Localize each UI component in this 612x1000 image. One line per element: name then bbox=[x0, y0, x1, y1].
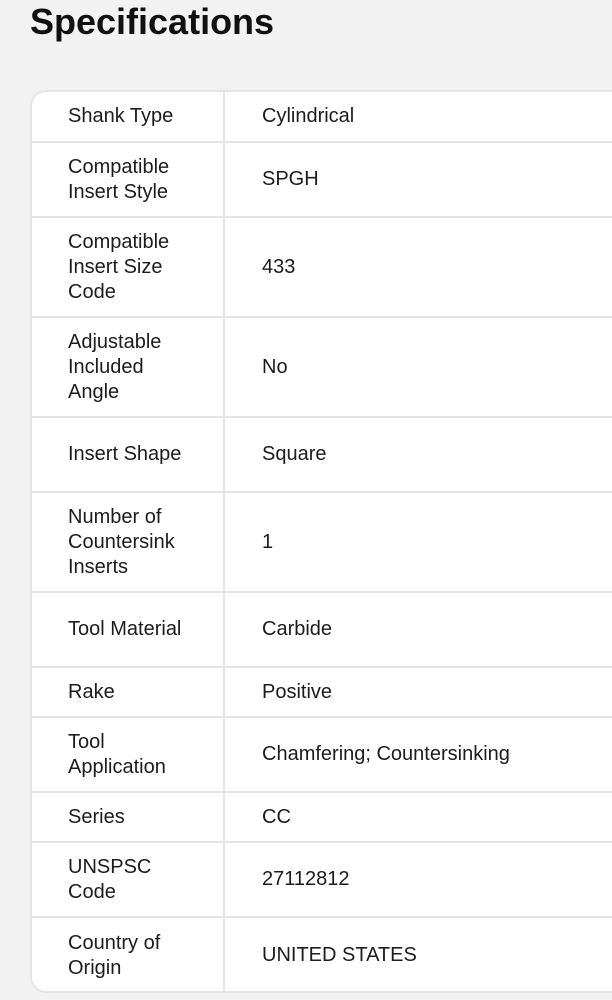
spec-label bbox=[32, 717, 224, 792]
specifications-card bbox=[30, 90, 612, 993]
spec-value: 433 bbox=[262, 255, 296, 278]
spec-label bbox=[32, 142, 224, 217]
spec-value: SPGH bbox=[262, 168, 319, 190]
spec-label-text: Shank Type bbox=[68, 105, 174, 127]
spec-label bbox=[32, 492, 224, 592]
page-title: Specifications bbox=[30, 1, 275, 42]
spec-label-text: Country of Origin bbox=[68, 931, 161, 979]
spec-label-text: Series bbox=[68, 805, 125, 828]
spec-label bbox=[32, 417, 224, 492]
spec-value: 27112812 bbox=[262, 868, 350, 890]
spec-row-compatible-insert-size-code bbox=[32, 217, 612, 317]
spec-label bbox=[32, 317, 224, 417]
spec-label bbox=[32, 217, 224, 317]
spec-label-text: Adjustable Included Angle bbox=[68, 330, 162, 403]
spec-label-text: Compatible Insert Style bbox=[68, 155, 170, 203]
spec-row-compatible-insert-style bbox=[32, 142, 612, 217]
spec-label-text: Number of Countersink Inserts bbox=[68, 505, 175, 578]
spec-value: Cylindrical bbox=[262, 105, 355, 127]
spec-label bbox=[32, 667, 224, 717]
spec-value: 1 bbox=[262, 530, 274, 553]
spec-label-text: Tool Application bbox=[68, 730, 166, 778]
spec-row-adjustable-included-angle bbox=[32, 317, 612, 417]
spec-value: No bbox=[262, 355, 288, 378]
spec-value: Carbide bbox=[262, 618, 333, 640]
spec-label-text: Tool Material bbox=[68, 618, 182, 640]
spec-value: Chamfering; Countersinking bbox=[262, 743, 510, 765]
spec-label bbox=[32, 917, 224, 993]
spec-label bbox=[32, 92, 224, 142]
spec-row-country-of-origin bbox=[32, 917, 612, 993]
spec-row-number-of-countersink-inserts bbox=[32, 492, 612, 592]
spec-row-insert-shape bbox=[32, 417, 612, 492]
spec-value: CC bbox=[262, 805, 291, 828]
spec-value: UNITED STATES bbox=[262, 944, 417, 966]
spec-value: Square bbox=[262, 443, 327, 465]
spec-label bbox=[32, 792, 224, 842]
spec-row-tool-application bbox=[32, 717, 612, 792]
spec-label-text: Rake bbox=[68, 680, 115, 703]
spec-label-text: Compatible Insert Size Code bbox=[68, 230, 170, 303]
spec-value: Positive bbox=[262, 680, 333, 703]
spec-row-series bbox=[32, 792, 612, 842]
spec-row-unspsc-code bbox=[32, 842, 612, 917]
specifications-table bbox=[32, 92, 612, 993]
spec-row-rake bbox=[32, 667, 612, 717]
spec-label-text: UNSPSC Code bbox=[68, 855, 152, 903]
spec-label bbox=[32, 842, 224, 917]
spec-label bbox=[32, 592, 224, 667]
spec-row-tool-material bbox=[32, 592, 612, 667]
spec-label-text: Insert Shape bbox=[68, 443, 182, 465]
spec-row-shank-type bbox=[32, 92, 612, 142]
